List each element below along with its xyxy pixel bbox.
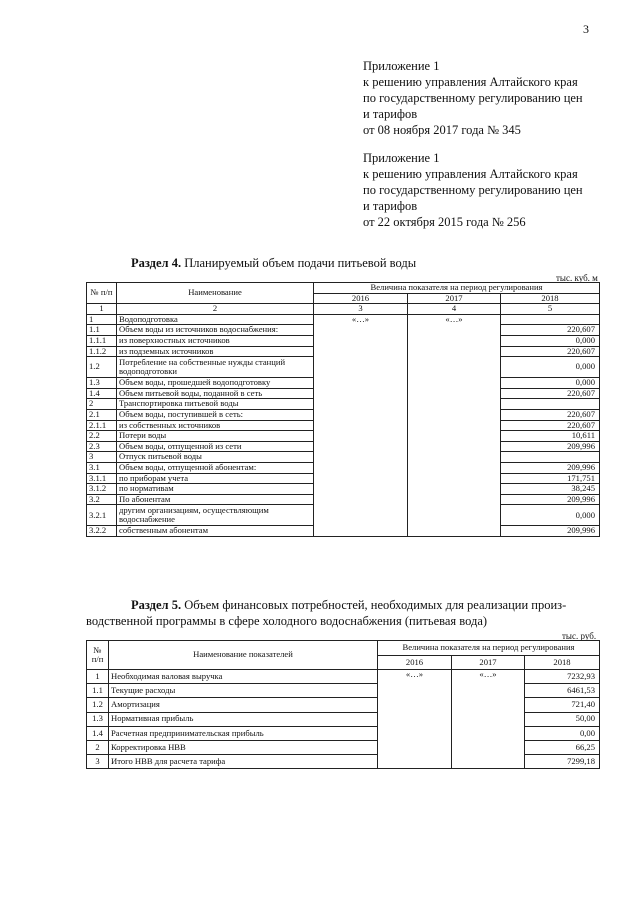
header-year: 2018 (501, 293, 600, 304)
row-value-2018 (501, 399, 600, 410)
row-name: Объем воды, поступившей в сеть: (117, 409, 314, 420)
annex-block-1 (363, 58, 583, 138)
row-value-2018: 220,607 (501, 409, 600, 420)
row-name: другим организациям, осуществляющим водоснабжение (117, 505, 314, 526)
annex-line: от 08 ноября 2017 года № 345 (363, 123, 521, 137)
header-year: 2017 (452, 656, 525, 670)
row-num: 2 (87, 399, 117, 410)
section4-unit: тыс. куб. м (556, 273, 598, 283)
row-num: 2.1.1 (87, 420, 117, 431)
col-number: 2 (117, 304, 314, 315)
row-name: Корректировка НВВ (109, 740, 378, 754)
row-num: 1.1.1 (87, 335, 117, 346)
row-value-2018: 209,996 (501, 462, 600, 473)
header-name: Наименование (117, 283, 314, 304)
section5-label: Раздел 5. (131, 598, 182, 612)
row-num: 1.1 (87, 684, 109, 698)
row-num: 1 (87, 670, 109, 684)
row-name: Объем воды, отпущенной из сети (117, 441, 314, 452)
annex-line: к решению управления Алтайского края (363, 75, 578, 89)
header-period: Величина показателя на период регулирования (378, 641, 600, 656)
annex-line: и тарифов (363, 107, 418, 121)
row-name: Необходимая валовая выручка (109, 670, 378, 684)
row-num: 3.2 (87, 494, 117, 505)
row-name: Потребление на собственные нужды станций водоподготовки (117, 357, 314, 378)
row-num: 1.4 (87, 726, 109, 740)
row-value-2018: 220,607 (501, 420, 600, 431)
row-name: Отпуск питьевой воды (117, 452, 314, 463)
row-name: По абонентам (117, 494, 314, 505)
annex-line: от 22 октября 2015 года № 256 (363, 215, 526, 229)
row-name: из подземных источников (117, 346, 314, 357)
row-value-2018: 220,607 (501, 346, 600, 357)
row-name: по приборам учета (117, 473, 314, 484)
section5-title-line2: водственной программы в сфере холодного водоснабжения (питьевая вода) (86, 614, 488, 628)
row-value-2018: 209,996 (501, 526, 600, 537)
row-value-2018: 7299,18 (525, 755, 600, 769)
table-row (87, 670, 600, 684)
page-number: 3 (583, 22, 589, 36)
row-name: Расчетная предпринимательская прибыль (109, 726, 378, 740)
section4-title: Планируемый объем подачи питьевой воды (184, 256, 417, 270)
row-num: 3.1 (87, 462, 117, 473)
row-num: 1.1 (87, 325, 117, 336)
row-name: Объем питьевой воды, поданной в сеть (117, 388, 314, 399)
col-number: 3 (314, 304, 408, 315)
header-period: Величина показателя на период регулирования (314, 283, 600, 294)
row-num: 1 (87, 314, 117, 325)
section4-heading (131, 256, 416, 271)
row-num: 1.3 (87, 378, 117, 389)
row-value-2018: 209,996 (501, 441, 600, 452)
row-value-2018: 0,000 (501, 505, 600, 526)
section4-table (86, 282, 600, 537)
section4-label: Раздел 4. (131, 256, 182, 270)
section5-unit: тыс. руб. (562, 631, 597, 641)
row-name: Транспортировка питьевой воды (117, 399, 314, 410)
row-value-2018: 220,607 (501, 325, 600, 336)
annex-line: Приложение 1 (363, 151, 440, 165)
row-value-2018 (501, 452, 600, 463)
placeholder-2017: «…» (408, 314, 501, 536)
row-value-2018: 0,00 (525, 726, 600, 740)
row-num: 1.2 (87, 698, 109, 712)
row-num: 3.2.2 (87, 526, 117, 537)
row-name: из поверхностных источников (117, 335, 314, 346)
row-value-2018 (501, 314, 600, 325)
section5-title-line1: Объем финансовых потребностей, необходимых для реализации произ- (184, 598, 567, 612)
placeholder-2017: «…» (452, 670, 525, 769)
row-num: 1.1.2 (87, 346, 117, 357)
annex-line: к решению управления Алтайского края (363, 167, 578, 181)
row-num: 3.1.1 (87, 473, 117, 484)
annex-line: Приложение 1 (363, 59, 440, 73)
section5-table (86, 640, 600, 769)
row-name: Объем воды, отпущенной абонентам: (117, 462, 314, 473)
row-value-2018: 0,000 (501, 378, 600, 389)
row-num: 2.2 (87, 431, 117, 442)
row-name: Объем воды, прошедшей водоподготовку (117, 378, 314, 389)
row-value-2018: 50,00 (525, 712, 600, 726)
row-value-2018: 171,751 (501, 473, 600, 484)
header-year: 2018 (525, 656, 600, 670)
row-num: 2 (87, 740, 109, 754)
header-year: 2016 (314, 293, 408, 304)
row-num: 3 (87, 755, 109, 769)
row-value-2018: 38,245 (501, 484, 600, 495)
row-name: Нормативная прибыль (109, 712, 378, 726)
row-name: по нормативам (117, 484, 314, 495)
row-value-2018: 0,000 (501, 357, 600, 378)
row-num: 1.4 (87, 388, 117, 399)
row-name: Итого НВВ для расчета тарифа (109, 755, 378, 769)
row-value-2018: 7232,93 (525, 670, 600, 684)
header-year: 2016 (378, 656, 452, 670)
row-num: 1.3 (87, 712, 109, 726)
row-value-2018: 721,40 (525, 698, 600, 712)
section5-heading (131, 598, 566, 613)
header-num: № п/п (87, 283, 117, 304)
row-name: из собственных источников (117, 420, 314, 431)
annex-line: по государственному регулированию цен (363, 91, 583, 105)
row-num: 3.2.1 (87, 505, 117, 526)
header-num: № п/п (87, 641, 109, 670)
row-num: 2.1 (87, 409, 117, 420)
annex-line: и тарифов (363, 199, 418, 213)
table-row (87, 314, 600, 325)
row-value-2018: 66,25 (525, 740, 600, 754)
row-value-2018: 0,000 (501, 335, 600, 346)
header-name: Наименование показателей (109, 641, 378, 670)
row-name: собственным абонентам (117, 526, 314, 537)
row-value-2018: 220,607 (501, 388, 600, 399)
row-name: Амортизация (109, 698, 378, 712)
row-num: 3.1.2 (87, 484, 117, 495)
row-value-2018: 209,996 (501, 494, 600, 505)
placeholder-2016: «…» (378, 670, 452, 769)
row-num: 3 (87, 452, 117, 463)
row-num: 2.3 (87, 441, 117, 452)
placeholder-2016: «…» (314, 314, 408, 536)
col-number: 5 (501, 304, 600, 315)
row-name: Текущие расходы (109, 684, 378, 698)
col-number: 1 (87, 304, 117, 315)
col-number: 4 (408, 304, 501, 315)
row-value-2018: 6461,53 (525, 684, 600, 698)
row-value-2018: 10,611 (501, 431, 600, 442)
row-num: 1.2 (87, 357, 117, 378)
annex-block-2 (363, 150, 583, 230)
row-name: Водоподготовка (117, 314, 314, 325)
header-year: 2017 (408, 293, 501, 304)
row-name: Объем воды из источников водоснабжения: (117, 325, 314, 336)
row-name: Потери воды (117, 431, 314, 442)
annex-line: по государственному регулированию цен (363, 183, 583, 197)
